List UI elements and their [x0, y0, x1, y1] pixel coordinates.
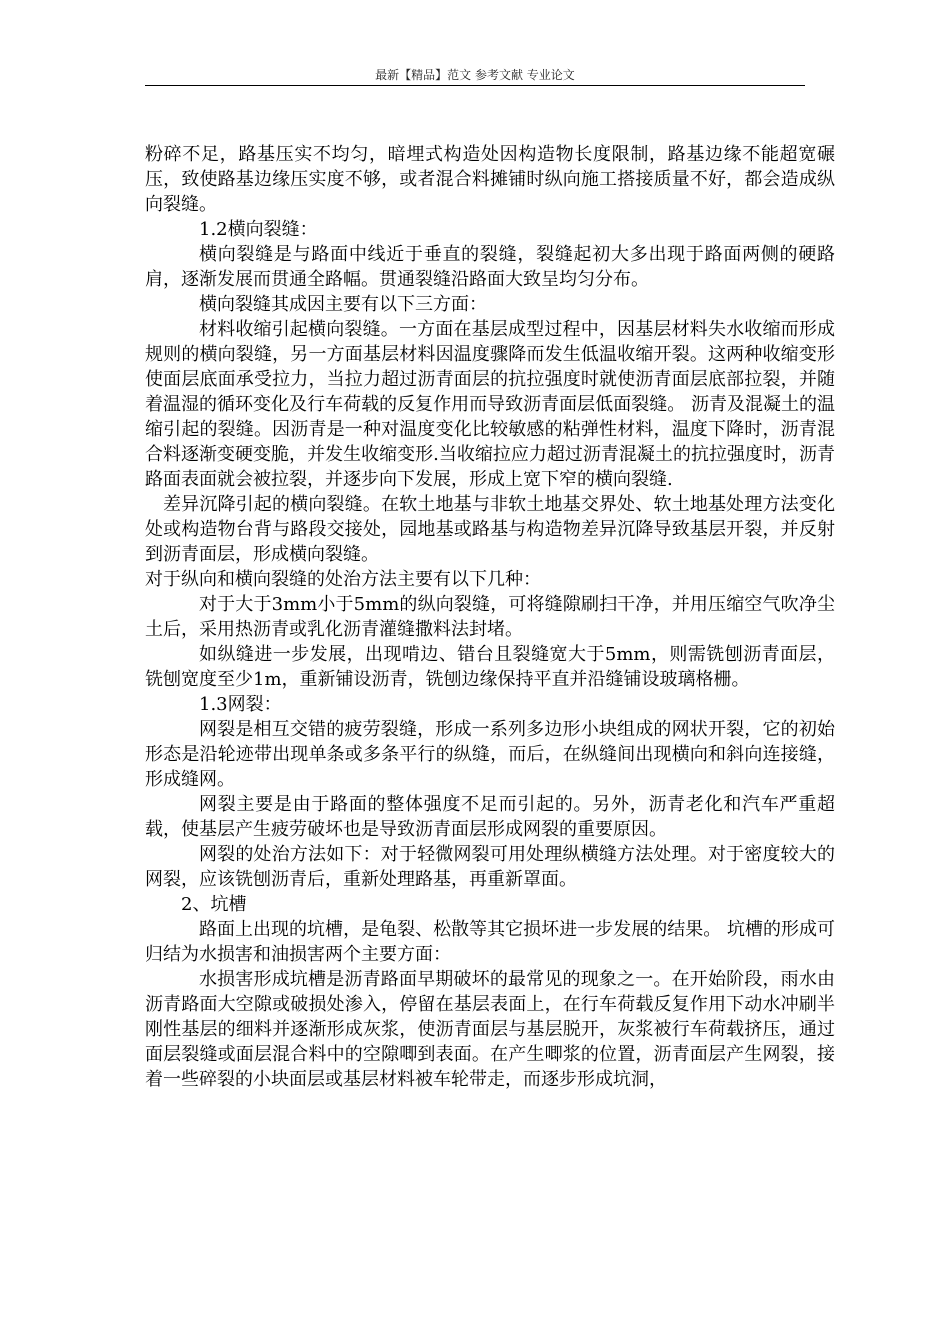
paragraph-treatment-small-cracks: 对于大于3mm小于5mm的纵向裂缝，可将缝隙刷扫干净，并用压缩空气吹净尘土后，采用热沥青或乳化沥青灌缝撒料法封堵。 — [145, 594, 835, 640]
paragraph-material-shrinkage: 材料收缩引起横向裂缝。一方面在基层成型过程中，因基层材料失水收缩而形成规则的横向裂缝，另一方面基层材料因温度骤降而发生低温收缩开裂。这两种收缩变形使面层底面承受拉力，当拉力超过沥青面层的抗拉强度时就使沥青面层底部拉裂，并随着温湿的循环变化及行车荷载的反复作用而导致沥青面层低面裂缝。 沥青及混凝土的温缩引起的裂缝。因沥青是一种对温度变化比较敏感的粘弹性材料，温度下降时，沥青混合料逐渐变硬变脆，并发生收缩变形.当收缩拉应力超过沥青混凝土的抗拉强度时，沥青路面表面就会被拉裂，并逐步向下发展，形成上宽下窄的横向裂缝. — [145, 319, 835, 490]
paragraph-differential-settlement: 差异沉降引起的横向裂缝。在软土地基与非软土地基交界处、软土地基处理方法变化处或构造物台背与路段交接处，园地基或路基与构造物差异沉降导致基层开裂，并反射到沥青面层，形成横向裂缝。 — [145, 494, 835, 565]
paragraph-continuation: 粉碎不足，路基压实不均匀，暗埋式构造处因构造物长度限制，路基边缘不能超宽碾压，致使路基边缘压实度不够，或者混合料摊铺时纵向施工搭接质量不好，都会造成纵向裂缝。 — [145, 144, 835, 215]
paragraph-transverse-definition: 横向裂缝是与路面中线近于垂直的裂缝，裂缝起初大多出现于路面两侧的硬路肩，逐渐发展而贯通全路幅。贯通裂缝沿路面大致呈均匀分布。 — [145, 244, 835, 290]
section-heading-2: 2、坑槽 — [181, 894, 247, 915]
paragraph-treatment-large-cracks: 如纵缝进一步发展，出现啃边、错台且裂缝宽大于5mm，则需铣刨沥青面层，铣刨宽度至少1m，重新铺设沥青，铣刨边缘保持平直并沿缝铺设玻璃格栅。 — [145, 644, 835, 690]
paragraph-network-cracks-treatment: 网裂的处治方法如下：对于轻微网裂可用处理纵横缝方法处理。对于密度较大的网裂，应该铣刨沥青后，重新处理路基，再重新罩面。 — [145, 844, 835, 890]
section-heading-1-3: 1.3网裂： — [199, 694, 282, 715]
paragraph-transverse-causes-intro: 横向裂缝其成因主要有以下三方面： — [199, 294, 487, 315]
page-header: 最新【精品】范文 参考文献 专业论文 — [375, 68, 575, 82]
paragraph-network-cracks-definition: 网裂是相互交错的疲劳裂缝，形成一系列多边形小块组成的网状开裂，它的初始形态是沿轮迹带出现单条或多条平行的纵缝，而后，在纵缝间出现横向和斜向连接缝，形成缝网。 — [145, 719, 835, 790]
section-heading-1-2: 1.2横向裂缝： — [199, 219, 318, 240]
paragraph-potholes-intro: 路面上出现的坑槽，是龟裂、松散等其它损坏进一步发展的结果。 坑槽的形成可归结为水损害和油损害两个主要方面： — [145, 919, 835, 965]
paragraph-water-damage: 水损害形成坑槽是沥青路面早期破坏的最常见的现象之一。在开始阶段，雨水由沥青路面大空隙或破损处渗入，停留在基层表面上，在行车荷载反复作用下动水冲刷半刚性基层的细料并逐渐形成灰浆，使沥青面层与基层脱开，灰浆被行车荷载挤压，通过面层裂缝或面层混合料中的空隙唧到表面。在产生唧浆的位置，沥青面层产生网裂，接着一些碎裂的小块面层或基层材料被车轮带走，而逐步形成坑洞， — [145, 969, 835, 1090]
paragraph-network-cracks-causes: 网裂主要是由于路面的整体强度不足而引起的。另外，沥青老化和汽车严重超载，使基层产生疲劳破坏也是导致沥青面层形成网裂的重要原因。 — [145, 794, 835, 840]
header-divider — [145, 85, 805, 86]
paragraph-treatment-intro: 对于纵向和横向裂缝的处治方法主要有以下几种： — [145, 569, 541, 590]
document-body — [145, 142, 835, 1092]
